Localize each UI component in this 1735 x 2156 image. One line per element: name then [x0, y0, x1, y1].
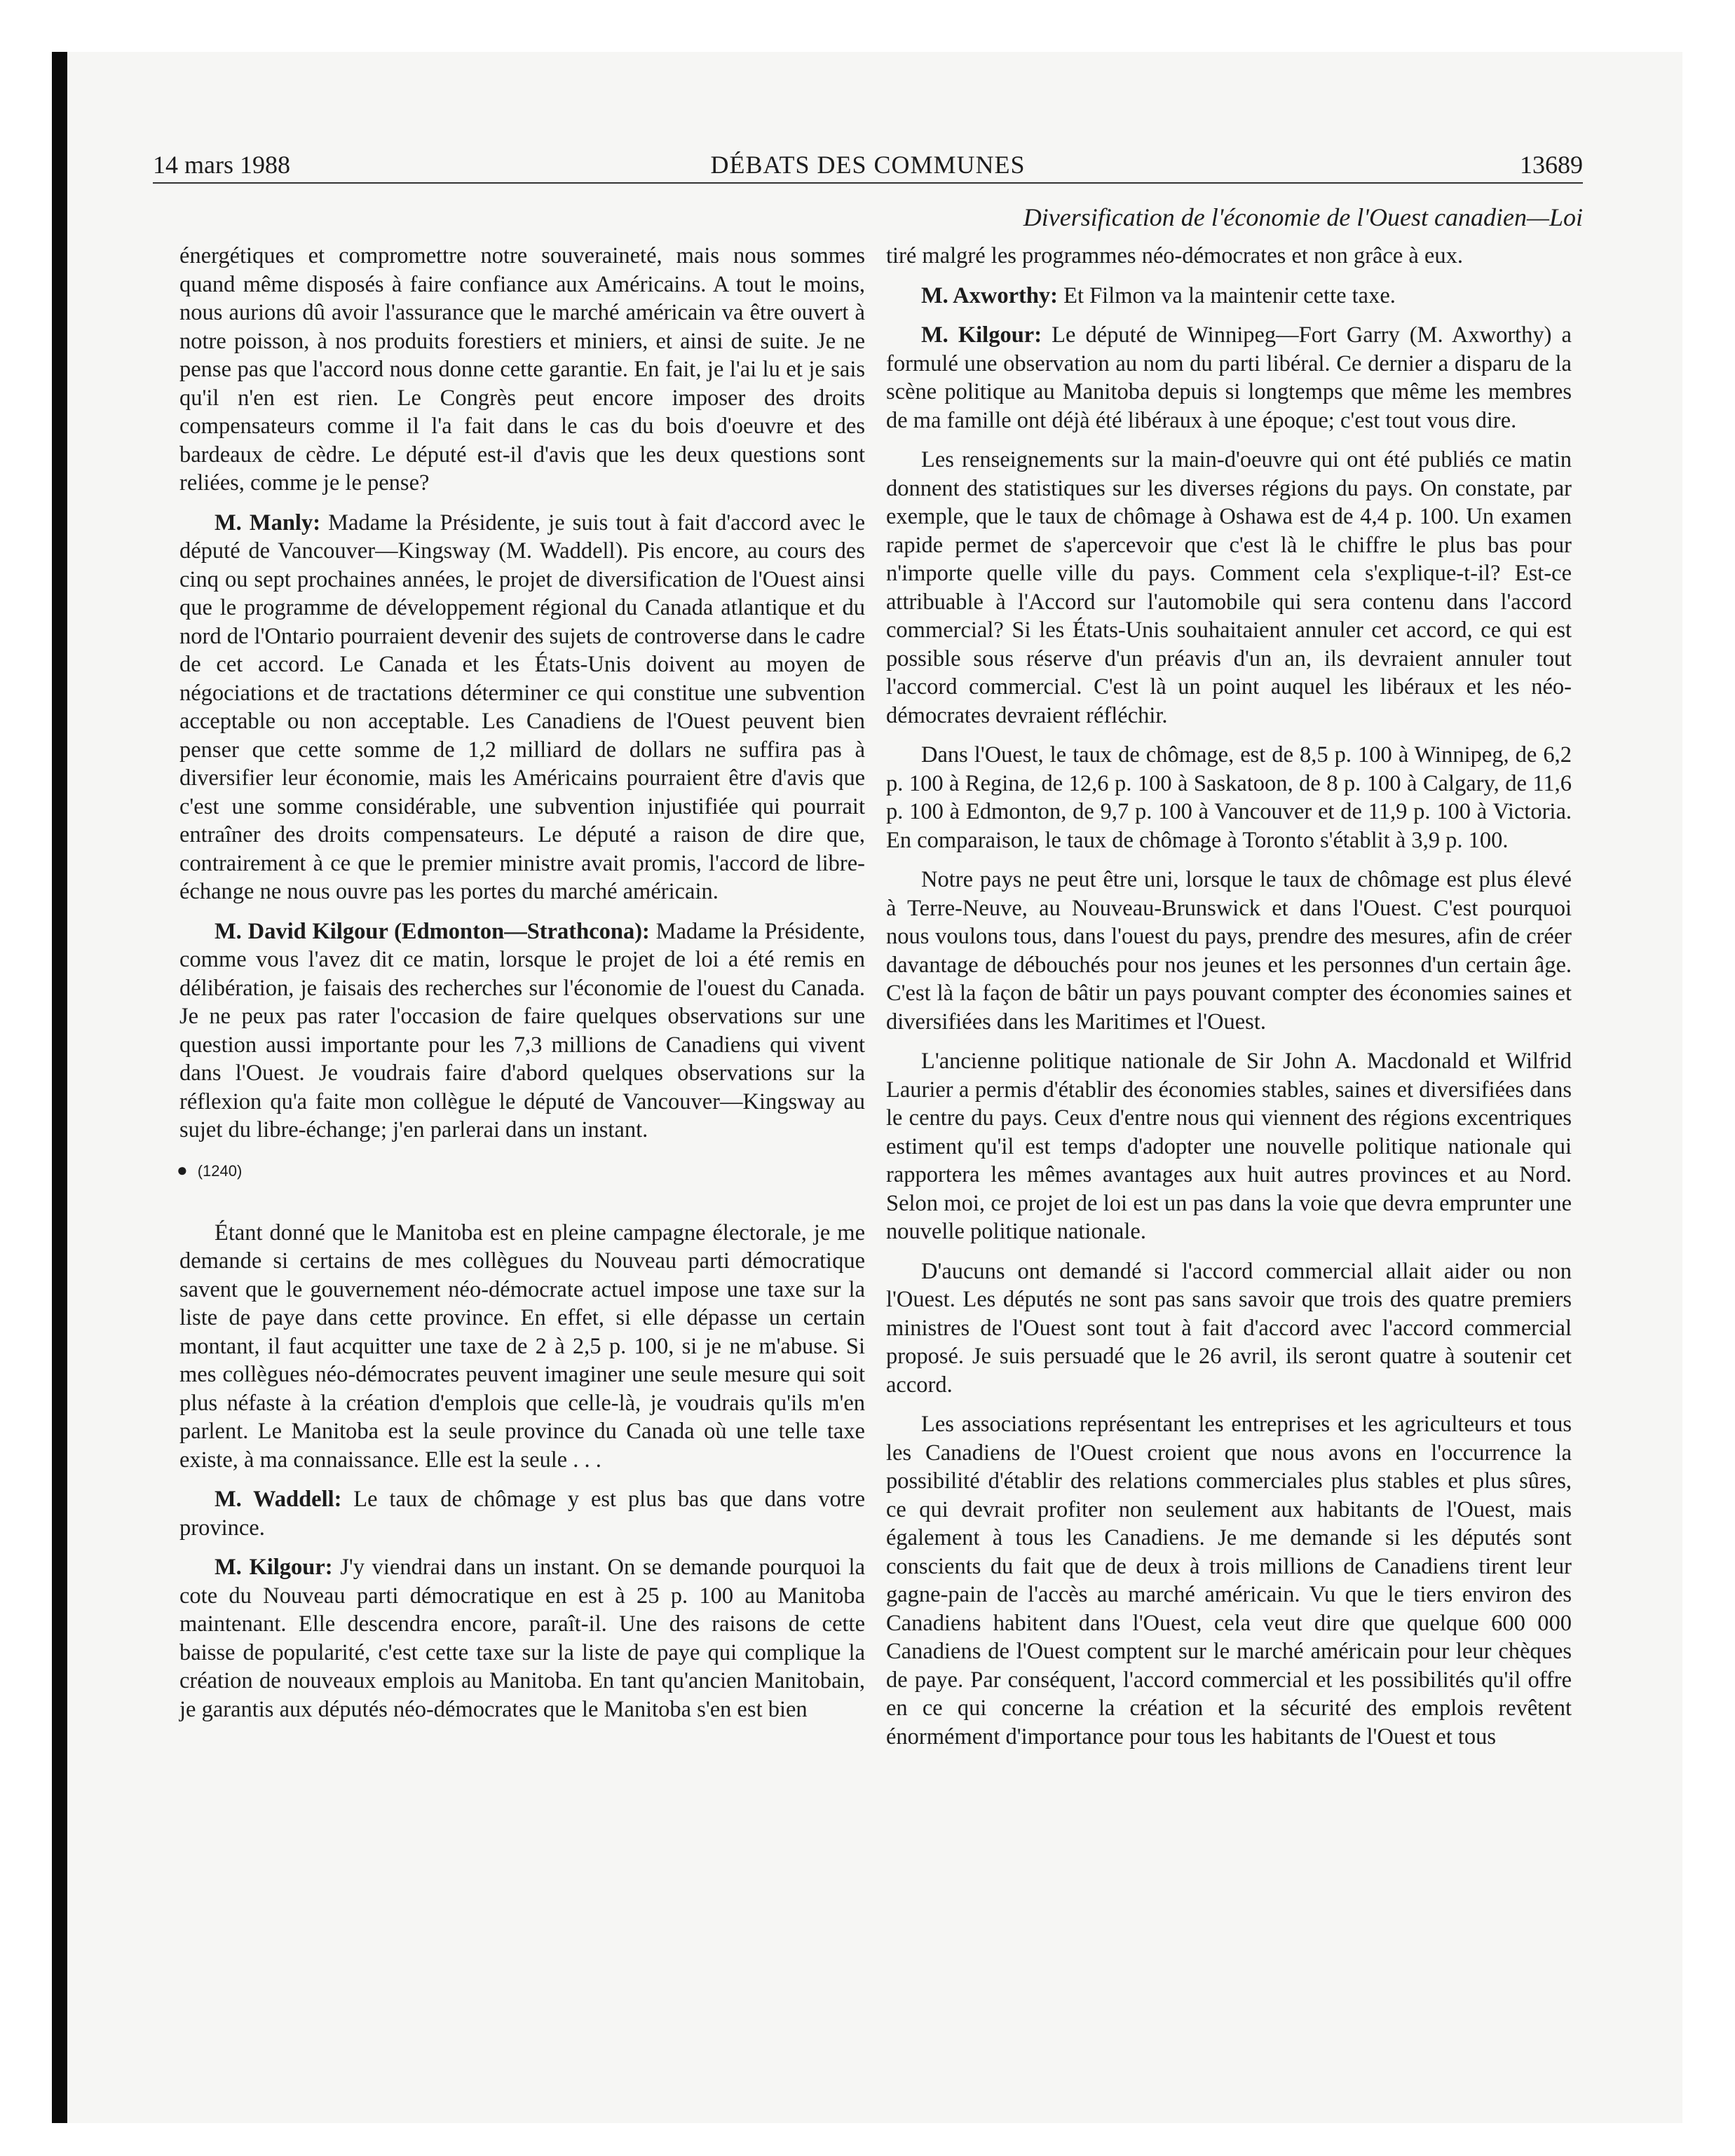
paragraph: tiré malgré les programmes néo-démocrates et non grâce à eux.	[886, 243, 1463, 268]
header-title: DÉBATS DES COMMUNES	[710, 151, 1026, 179]
speech-text: Le taux de chômage y est plus bas que dans votre province.	[179, 1487, 865, 1541]
paragraph: Étant donné que le Manitoba est en pleine campagne électorale, je me demande si certains de mes collègues du Nouveau parti démocratique savent que le gouvernement néo-démocrate actuel impose une taxe sur la liste de paye dans cette province. En effet, si elle dépasse un certain montant, il faut acquitter une taxe de 2 à 2,5 p. 100, si je ne m'abuse. Si mes collègues néo-démocrates peuvent imaginer une seule mesure qui soit plus néfaste à la création d'emplois que celle-là, je voudrais qu'ils m'en parlent. Le Manitoba est la seule province du Canada où une telle taxe existe, à ma connaissance. Elle est la seule . . .	[179, 1220, 865, 1473]
paragraph	[179, 917, 865, 1145]
header-page-number: 13689	[1520, 151, 1583, 179]
speech-text: J'y viendrai dans un instant. On se demande pourquoi la cote du Nouveau parti démocratique en est à 25 p. 100 au Manitoba maintenant. Elle descendra encore, paraît-il. Une des raisons de cette baisse de popularité, c'est cette taxe sur la liste de paye qui complique la création de nouveaux emplois au Manitoba. En tant qu'ancien Manitobain, je garantis aux députés néo-démocrates que le Manitoba s'en est bien	[179, 1555, 866, 1722]
paragraph: Dans l'Ouest, le taux de chômage, est de 8,5 p. 100 à Winnipeg, de 6,2 p. 100 à Regina, de 12,6 p. 100 à Saskatoon, de 8 p. 100 à Calgary, de 11,6 p. 100 à Edmonton, de 9,7 p. 100 à Vancouver et de 11,9 p. 100 à Victoria. En comparaison, le taux de chômage à Toronto s'établit à 3,9 p. 100.	[886, 742, 1572, 853]
paragraph	[179, 1485, 865, 1542]
speaker-name: M. Axworthy:	[921, 282, 1058, 308]
speaker-name: M. Kilgour:	[921, 322, 1042, 348]
subject-heading: Diversification de l'économie de l'Ouest canadien—Loi	[1023, 203, 1583, 231]
speech-text: Madame la Présidente, comme vous l'avez dit ce matin, lorsque le projet de loi a été remis en délibération, je faisais des recherches sur l'économie de l'ouest du Canada. Je ne peux pas rater l'occasion de faire quelques observations sur une question aussi importante pour les 7,3 millions de Canadiens qui vivent dans l'Ouest. Je voudrais faire d'abord quelques observations sur la réflexion qu'a faite mon collègue le député de Vancouver—Kingsway au sujet du libre-échange; j'en parlerai dans un instant.	[179, 918, 865, 1142]
paragraph	[179, 1553, 865, 1724]
time-marker	[177, 1156, 865, 1185]
speech-text: Et Filmon va la maintenir cette taxe.	[1057, 282, 1396, 308]
paragraph: Notre pays ne peut être uni, lorsque le taux de chômage est plus élevé à Terre-Neuve, au Nouveau-Brunswick et dans l'Ouest. C'est pourquoi nous voulons tous, dans l'ouest du pays, prendre des mesures, afin de créer davantage de débouchés pour nos jeunes et les personnes d'un certain âge. C'est là la façon de bâtir un pays pouvant compter des économies saines et diversifiées dans les Maritimes et l'Ouest.	[886, 867, 1572, 1035]
speaker-name: M. Waddell:	[215, 1487, 342, 1512]
paragraph	[179, 509, 865, 906]
paragraph: Les renseignements sur la main-d'oeuvre qui ont été publiés ce matin donnent des statistiques sur les diverses régions du pays. On constate, par exemple, que le taux de chômage à Oshawa est de 4,4 p. 100. Un examen rapide permet de s'apercevoir que c'est là le chiffre le plus bas pour n'importe quelle ville du pays. Comment cela s'explique-t-il? Est-ce attribuable à l'Accord sur l'automobile qui sera contenu dans l'accord commercial? Si les États-Unis souhaitaient annuler cet accord, ce qui est possible sous réserve d'un préavis d'un an, ils devraient annuler tout l'accord commercial. C'est là un point auquel les libéraux et les néo-démocrates devraient réfléchir.	[886, 447, 1572, 728]
paragraph	[886, 321, 1572, 435]
time-marker-text: (1240)	[197, 1161, 243, 1180]
paragraph: Les associations représentant les entreprises et les agriculteurs et tous les Canadiens de l'Ouest croient que nous avons en l'occurrence la possibilité d'établir des relations commerciales plus stables et plus sûres, ce qui devrait profiter non seulement aux habitants de l'Ouest, mais également à tous les Canadiens. Je me demande si les députés sont conscients du fait que de deux à trois millions de Canadiens tirent leur gagne-pain de l'accès au marché américain. Vu que le tiers environ des Canadiens habitent dans l'Ouest, cela veut dire que quelque 600 000 Canadiens de l'Ouest comptent sur le marché américain pour leur chèques de paye. Par conséquent, l'accord commercial et les possibilités qu'il offre en ce qui concerne la création et la sécurité des emplois revêtent énormément d'importance pour tous les habitants de l'Ouest et tous	[886, 1412, 1572, 1749]
speaker-name: M. Kilgour:	[215, 1555, 333, 1580]
bullet-icon: ●	[177, 1159, 188, 1180]
paragraph	[886, 282, 1572, 311]
scan-edge	[52, 52, 67, 2123]
left-column	[179, 242, 865, 1735]
paragraph: D'aucuns ont demandé si l'accord commercial allait aider ou non l'Ouest. Les députés ne sont pas sans savoir que trois des quatre premiers ministres de l'Ouest sont tout à fait d'accord avec l'accord commercial proposé. Je suis persuadé que le 26 avril, ils seront quatre à soutenir cet accord.	[886, 1258, 1572, 1398]
header-date: 14 mars 1988	[153, 151, 290, 179]
right-column	[886, 242, 1572, 1762]
speaker-name: M. Manly:	[215, 510, 321, 535]
speaker-name: M. David Kilgour (Edmonton—Strathcona):	[215, 918, 650, 944]
speech-text: Le député de Winnipeg—Fort Garry (M. Axworthy) a formulé une observation au nom du parti libéral. Ce dernier a disparu de la scène politique au Manitoba depuis si longtemps que même les membres de ma famille ont déjà été libéraux à une époque; c'est tout vous dire.	[886, 322, 1572, 433]
paragraph: L'ancienne politique nationale de Sir John A. Macdonald et Wilfrid Laurier a permis d'établir des économies stables, saines et diversifiées dans le centre du pays. Ceux d'entre nous qui viennent des régions excentriques estiment qu'il est temps d'adopter une nouvelle politique nationale qui rapportera les mêmes avantages aux huit autres provinces et au Nord. Selon moi, ce projet de loi est un pas dans la voie que devra emprunter une nouvelle politique nationale.	[886, 1049, 1572, 1244]
speech-text: Madame la Présidente, je suis tout à fait d'accord avec le député de Vancouver—Kingsway (M. Waddell). Pis encore, au cours des cinq ou sept prochaines années, le projet de diversification de l'Ouest ainsi que le programme de développement régional du Canada atlantique et du nord de l'Ontario pourraient devenir des sujets de controverse dans le cadre de cet accord. Le Canada et les États-Unis doivent au moyen de négociations et de tractations déterminer ce qui constitue une subvention acceptable ou non acceptable. Les Canadiens de l'Ouest peuvent bien penser que cette somme de 1,2 milliard de dollars ne suffira pas à diversifier leur économie, mais les Américains pourraient être d'avis que c'est une somme considérable, une subvention injustifiée qui pourrait entraîner des droits compensateurs. Le député a raison de dire que, contrairement à ce que le premier ministre avait promis, l'accord de libre-échange ne nous ouvre pas les portes du marché américain.	[179, 510, 866, 904]
paragraph: énergétiques et compromettre notre souveraineté, mais nous sommes quand même disposés à faire confiance aux Américains. A tout le moins, nous aurions dû avoir l'assurance que le marché américain va être ouvert à notre poisson, à nos produits forestiers et miniers, et ainsi de suite. Je ne pense pas que l'accord nous donne cette garantie. En fait, je l'ai lu et je sais qu'il n'en est rien. Le Congrès peut encore imposer des droits compensateurs comme il l'a fait dans le cas du bois d'oeuvre et des bardeaux de cèdre. Le député est-il d'avis que les deux questions sont reliées, comme je le pense?	[179, 243, 865, 496]
running-header	[153, 149, 1583, 184]
